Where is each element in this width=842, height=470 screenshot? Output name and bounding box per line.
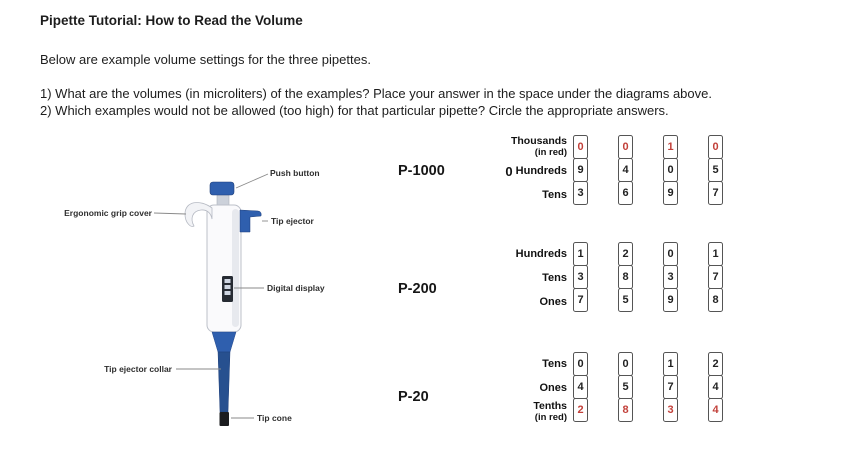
dial-digit-cell: 0 [708, 135, 723, 159]
pipette-diagram [40, 140, 390, 460]
body-shading [232, 209, 239, 327]
row-label-tens: Tens [542, 272, 567, 284]
dial-digit-cell: 2 [708, 352, 723, 376]
row-labels [450, 135, 570, 207]
dial-digit-cell: 3 [573, 265, 588, 289]
dial-digit-cell: 0 [663, 158, 678, 182]
dial-column [663, 352, 678, 422]
dial-digit-cell: 1 [573, 242, 588, 266]
row-label-ones: Ones [539, 296, 567, 308]
dial-name: P-20 [398, 389, 429, 405]
dial-digit-cell: 4 [708, 398, 723, 422]
display-digit-mark [225, 279, 231, 283]
dial-digit-cell: 6 [618, 181, 633, 205]
row-label-tenths: Tenths (in red) [533, 399, 567, 423]
row-label-ones: Ones [539, 382, 567, 394]
display-digit-mark [225, 285, 231, 289]
row-label-hundreds: 0 Hundreds [505, 163, 567, 179]
tip-ejector-label: Tip ejector [271, 216, 314, 226]
dial-digit-cell: 4 [573, 375, 588, 399]
dial-digit-cell: 7 [573, 288, 588, 312]
row-label-thousands: Thousands (in red) [510, 134, 567, 158]
dial-digit-cell: 4 [618, 158, 633, 182]
dial-column [663, 135, 678, 205]
dial-digit-cell: 3 [663, 265, 678, 289]
dial-column [708, 242, 723, 312]
intro-text: Below are example volume settings for the three pipettes. [40, 52, 371, 67]
lower-shaft [218, 352, 230, 412]
dial-digit-cell: 2 [573, 398, 588, 422]
dial-digit-cell: 7 [708, 265, 723, 289]
dial-digit-cell: 3 [663, 398, 678, 422]
dial-digit-cell: 5 [618, 288, 633, 312]
dial-digit-cell: 5 [618, 375, 633, 399]
dial-column [618, 242, 633, 312]
tip-cone-label: Tip cone [257, 413, 292, 423]
dial-digit-cell: 0 [573, 135, 588, 159]
dial-digit-cell: 0 [618, 352, 633, 376]
dial-digit-cell: 3 [573, 181, 588, 205]
dial-digit-cell: 5 [708, 158, 723, 182]
page-title: Pipette Tutorial: How to Read the Volume [40, 13, 303, 28]
row-label-tens: Tens [542, 189, 567, 201]
dial-digit-cell: 8 [618, 265, 633, 289]
row-label-tens: Tens [542, 358, 567, 370]
dial-digit-cell: 7 [663, 375, 678, 399]
dial-digit-cell: 8 [708, 288, 723, 312]
push-button [210, 182, 234, 195]
dial-digit-cell: 0 [663, 242, 678, 266]
dial-column [618, 352, 633, 422]
dial-column [573, 352, 588, 422]
dial-digit-cell: 4 [708, 375, 723, 399]
pipette-illustration [40, 140, 390, 460]
dial-digit-cell: 2 [618, 242, 633, 266]
digital-display-label: Digital display [267, 283, 325, 293]
dial-digit-cell: 7 [708, 181, 723, 205]
dial-name: P-200 [398, 281, 437, 297]
tip-ejector [240, 210, 261, 232]
dial-p20 [390, 352, 735, 424]
dial-column [618, 135, 633, 205]
dial-digit-cell: 9 [663, 181, 678, 205]
dial-column [663, 242, 678, 312]
row-labels [450, 242, 570, 314]
dial-digit-cell: 8 [618, 398, 633, 422]
dial-p200 [390, 242, 735, 314]
dial-column [573, 135, 588, 205]
ejector-collar-label: Tip ejector collar [104, 364, 172, 374]
tip-cone [220, 412, 230, 426]
row-labels [450, 352, 570, 424]
dial-digit-cell: 1 [708, 242, 723, 266]
dial-column [708, 135, 723, 205]
dial-column [708, 352, 723, 422]
tip-ejector-collar [212, 332, 236, 352]
dial-digit-cell: 1 [663, 135, 678, 159]
dial-digit-cell: 9 [573, 158, 588, 182]
push-button-label: Push button [270, 168, 320, 178]
dial-p1000 [390, 135, 735, 207]
dial-digit-cell: 0 [618, 135, 633, 159]
dial-name: P-1000 [398, 163, 445, 179]
dial-digit-cell: 0 [573, 352, 588, 376]
grip-cover-label: Ergonomic grip cover [64, 208, 152, 218]
display-digit-mark [225, 291, 231, 295]
dial-digit-cell: 1 [663, 352, 678, 376]
question-2: 2) Which examples would not be allowed (too high) for that particular pipette? Circle the appropriate answers. [40, 103, 669, 118]
dial-column [573, 242, 588, 312]
row-label-hundreds: Hundreds [515, 248, 567, 260]
dial-digit-cell: 9 [663, 288, 678, 312]
question-1: 1) What are the volumes (in microliters) of the examples? Place your answer in the space under the diagrams above. [40, 86, 712, 101]
